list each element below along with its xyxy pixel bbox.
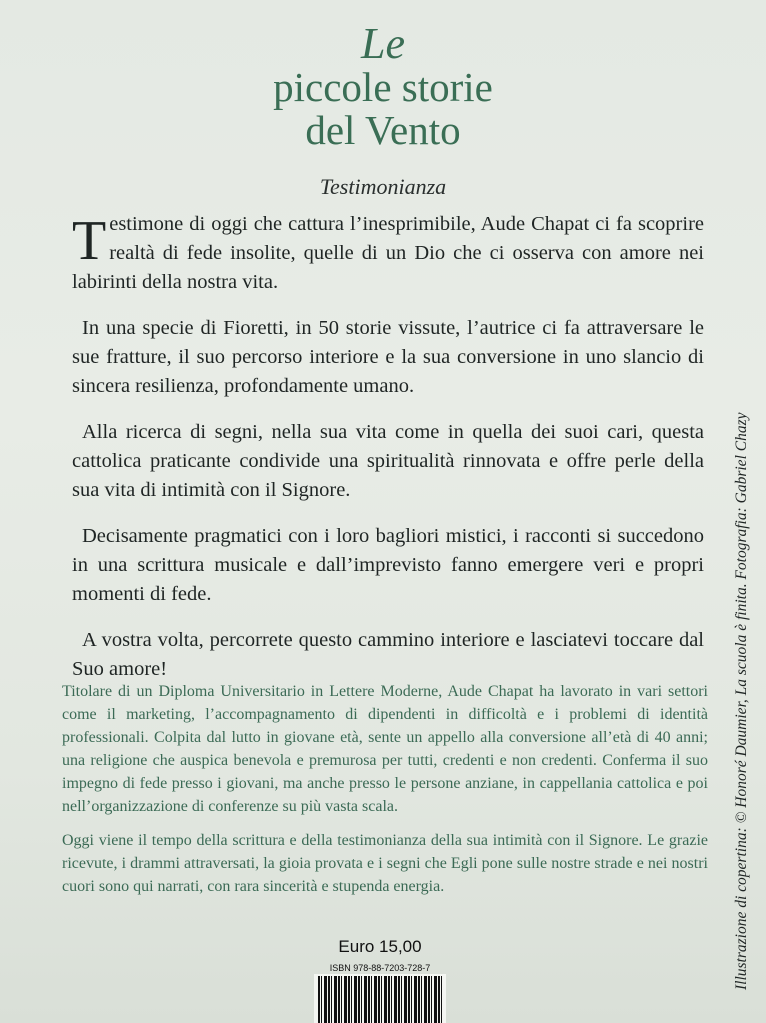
blurb-paragraph-4: Decisamente pragmatici con i loro bagliori mistici, i racconti si succedono in una scrittura musicale e dall’imprevisto fanno emergere veri e propri momenti di fede. xyxy=(72,525,704,605)
barcode xyxy=(318,976,442,1023)
price: Euro 15,00 xyxy=(338,937,422,956)
blurb-paragraph-2: In una specie di Fioretti, in 50 storie vissute, l’autrice ci fa attraversare le sue fratture, il suo percorso interiore e la sua conversione in uno slancio di sincera resilienza, profondamente umano. xyxy=(72,317,704,397)
blurb-paragraph-1 xyxy=(72,210,704,297)
isbn: ISBN 978-88-7203-728-7 xyxy=(329,963,431,973)
cover-credit: Illustrazione di copertina: © Honoré Daumier, La scuola è finita. Fotografia: Gabriel Chazy xyxy=(733,412,750,990)
blurb-paragraph-1-text: estimone di oggi che cattura l’inesprimibile, Aude Chapat ci fa scoprire realtà di fede insolite, quelle di un Dio che ci osserva con amore nei labirinti della nostra vita. xyxy=(72,213,704,293)
title-le: Le xyxy=(361,19,405,68)
blurb xyxy=(72,210,704,701)
title-line-piccole-storie: piccole storie xyxy=(273,64,493,110)
title-line-del-vento: del Vento xyxy=(305,107,461,153)
subtitle: Testimonianza xyxy=(319,174,447,199)
blurb-paragraph-3: Alla ricerca di segni, nella sua vita come in quella dei suoi cari, questa cattolica praticante condivide una spiritualità rinnovata e offre perle della sua vita di intimità con il Signore. xyxy=(72,421,704,501)
drop-cap: T xyxy=(72,210,107,272)
bio-paragraph-1: Titolare di un Diploma Universitario in Lettere Moderne, Aude Chapat ha lavorato in vari settori come il marketing, l’accompagnamento di dipendenti in difficoltà e i problemi di identità professionali. Colpita dal lutto in giovane età, sente un appello alla conversione all’età di 40 anni; una religione che auspica benevola e premurosa per tutti, credenti e non credenti. Conferma il suo impegno di fede presso i giovani, ma anche presso le persone anziane, in cappellania cattolica e poi nell’organizzazione di conferenze su più vasta scala. xyxy=(62,683,708,815)
blurb-paragraph-5: A vostra volta, percorrete questo cammino interiore e lasciatevi toccare dal Suo amore! xyxy=(72,629,704,680)
author-bio xyxy=(62,680,708,909)
bio-paragraph-2: Oggi viene il tempo della scrittura e della testimonianza della sua intimità con il Signore. Le grazie ricevute, i drammi attraversati, la gioia provata e i segni che Egli pone sulle nostre strade e nei nostri cuori sono qui narrati, con rara sincerità e stupenda energia. xyxy=(62,832,708,895)
